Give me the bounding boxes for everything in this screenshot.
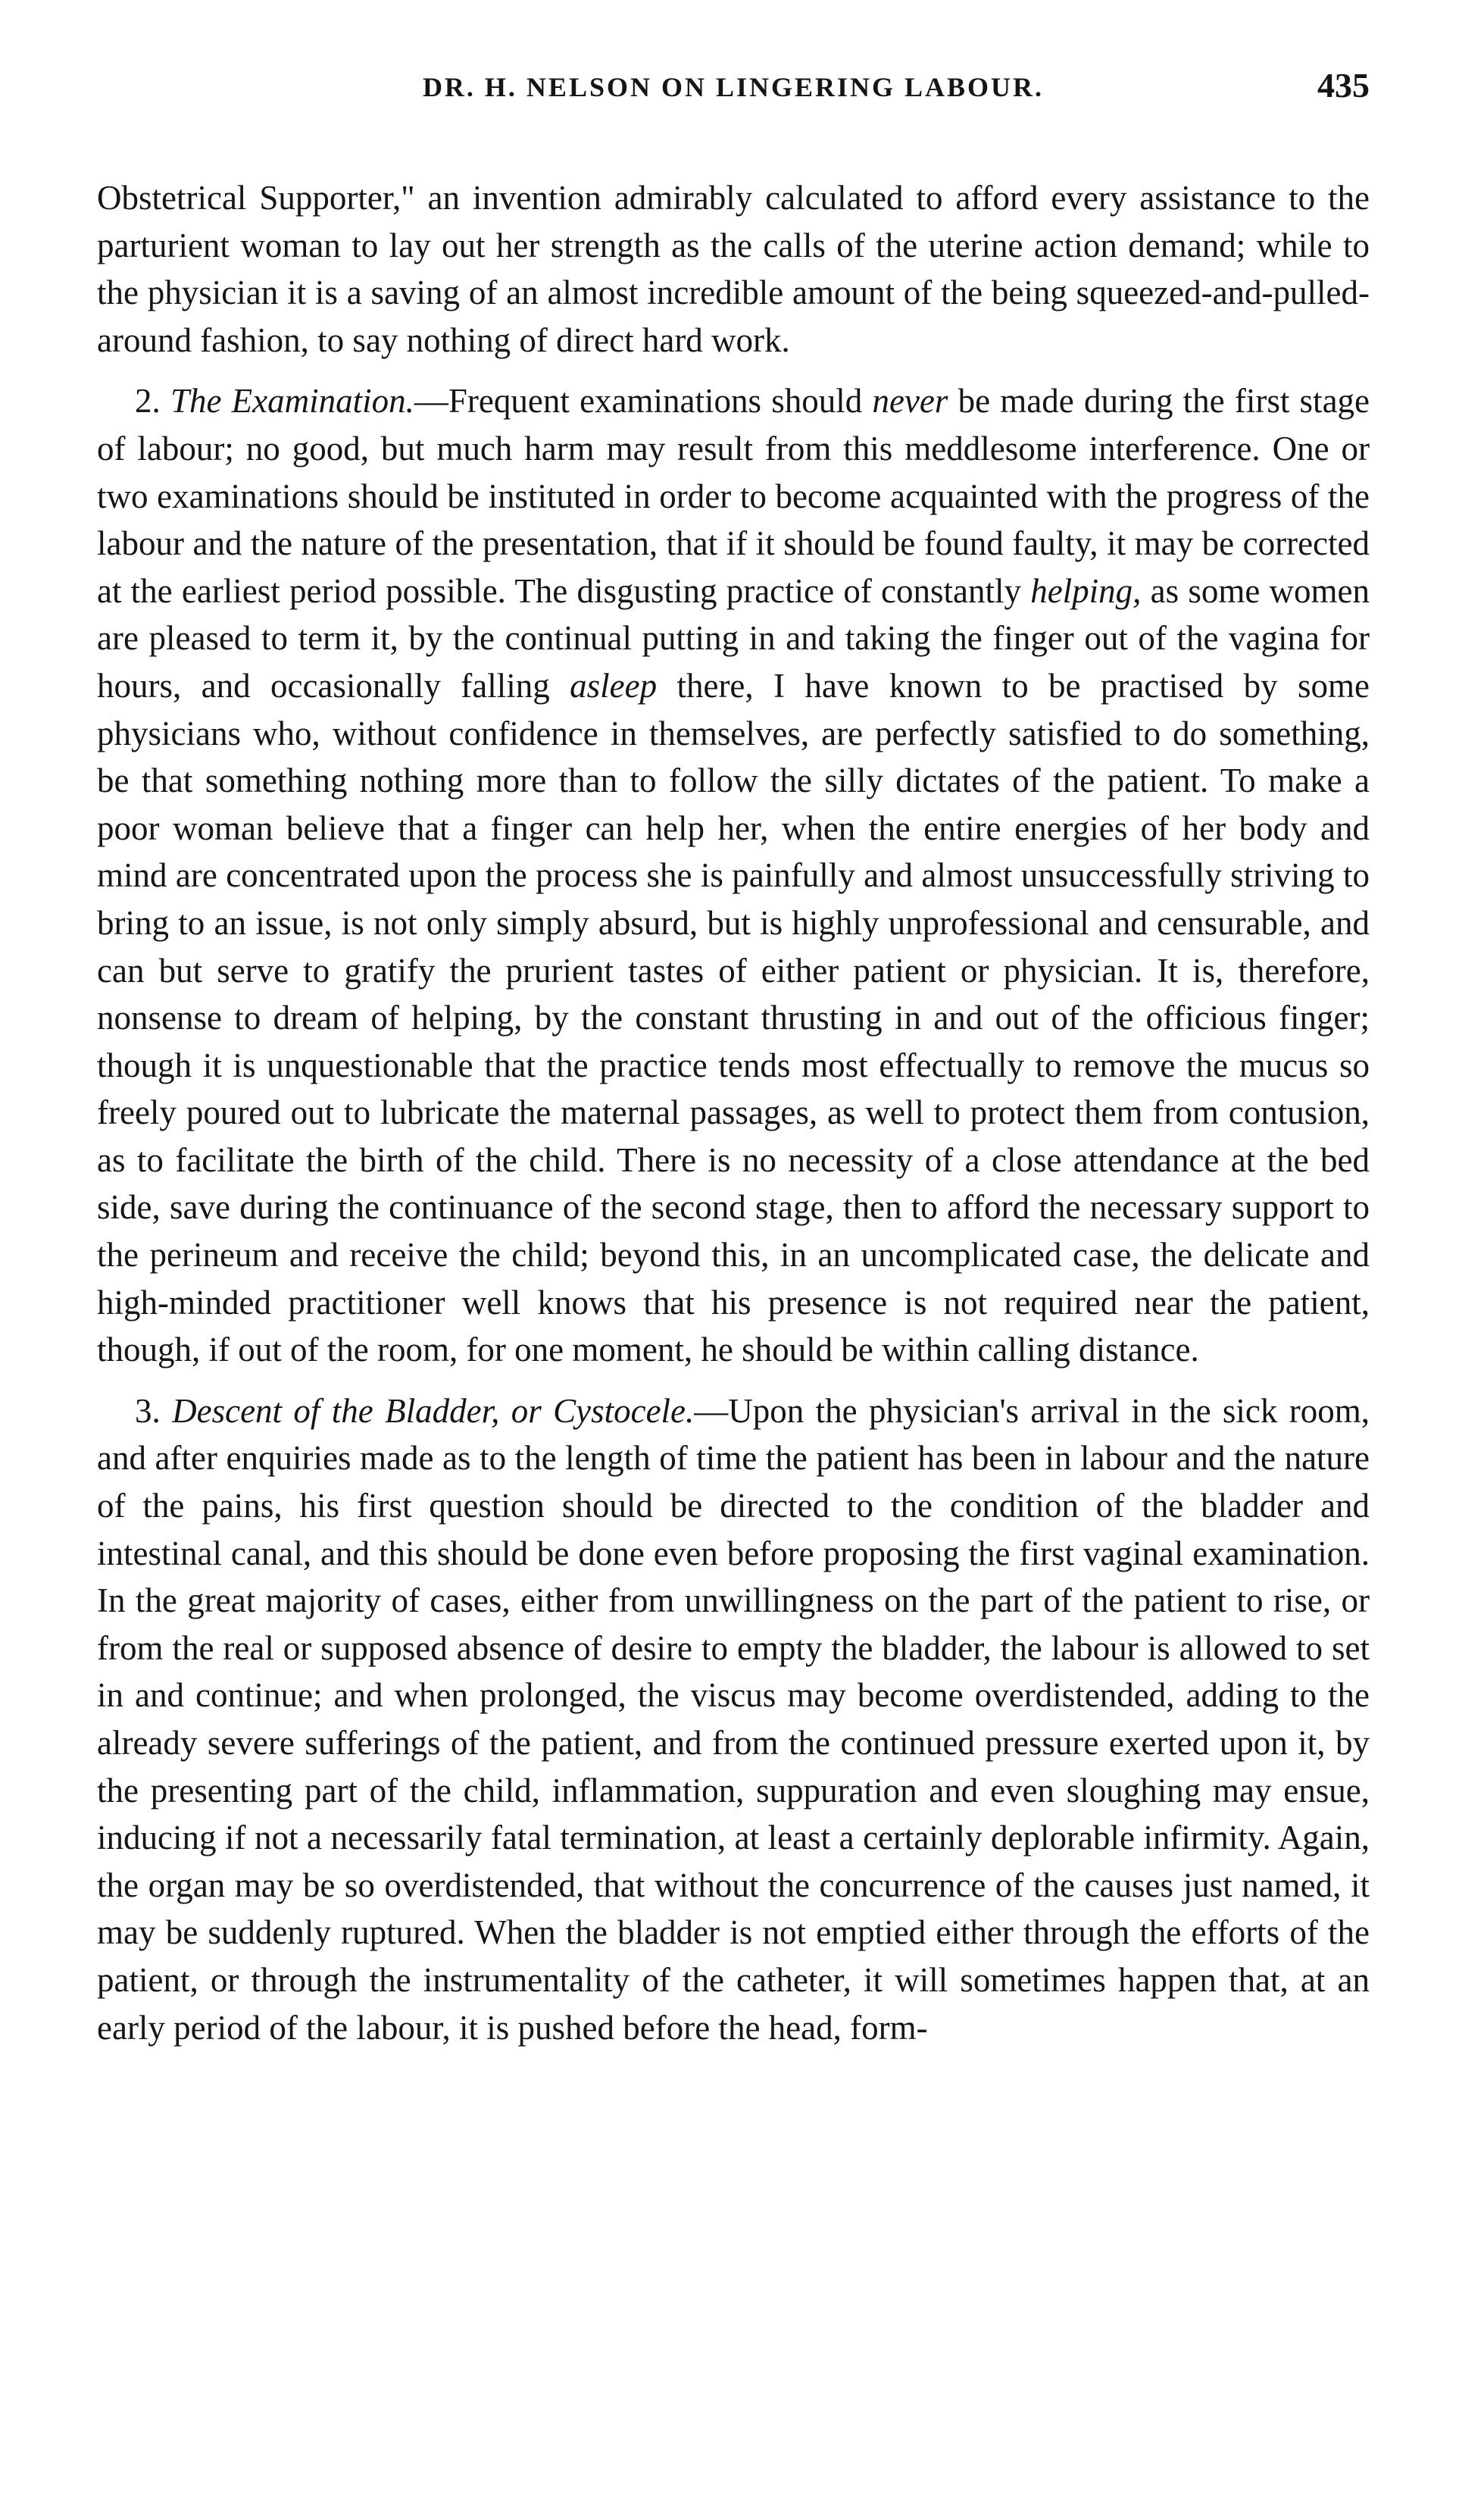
emphasis-text: helping, <box>1030 571 1142 610</box>
paragraph-text: be made during the first stage of labour; no good, but much harm may result from this meddlesome interference. One or two examinations should be instituted in order to become acquainted with the progress of the labour and the nature of the presentation, that if it should be found faulty, it may be corrected at the earliest period possible. The disgusting practice of constantly <box>97 382 1370 610</box>
paragraph-text: as some women are pleased to term it, by the continual putting in and taking the finger out of the vagina for hours, and occasionally falling <box>97 571 1370 705</box>
paragraph-text: there, I have known to be practised by some physicians who, without confidence in themselves, are perfectly satisfied to do something, be that something nothing more than to follow the silly dictates of the patient. To make a poor woman believe that a finger can help her, when the entire energies of her body and mind are concentrated upon the process she is painfully and almost unsuccessfully striving to bring to an issue, is not only simply absurd, but is highly unprofessional and censurable, and can but serve to gratify the prurient tastes of either patient or physician. It is, therefore, nonsense to dream of helping, by the constant thrusting in and out of the officious finger; though it is unquestionable that the practice tends most effectually to remove the mucus so freely poured out to lubricate the maternal passages, as well to protect them from contusion, as to facilitate the birth of the child. There is no necessity of a close attendance at the bed side, save during the continuance of the second stage, then to afford the necessary support to the perineum and receive the child; beyond this, in an uncomplicated case, the delicate and high-minded practitioner well knows that his presence is not required near the patient, though, if out of the room, for one moment, he should be within calling distance. <box>97 666 1370 1369</box>
page-header <box>97 55 1370 111</box>
section-number: 3. <box>135 1391 161 1430</box>
paragraph-examination <box>97 377 1370 1373</box>
paragraph-text: —Frequent examinations should <box>414 382 873 421</box>
paragraph-text: —Upon the physician's arrival in the sick room, and after enquiries made as to the length of time the patient has been in labour and the nature of the pains, his first question should be directed to the condition of the bladder and intestinal canal, and this should be done even before proposing the first vaginal examination. In the great majority of cases, either from unwillingness on the part of the patient to rise, or from the real or supposed absence of desire to empty the bladder, the labour is allowed to set in and continue; and when prolonged, the viscus may become overdistended, adding to the already severe sufferings of the patient, and from the continued pressure exerted upon it, by the presenting part of the child, inflammation, suppuration and even sloughing may ensue, inducing if not a necessarily fatal termination, at least a certainly deplorable infirmity. Again, the organ may be so overdistended, that without the concurrence of the causes just named, it may be suddenly ruptured. When the bladder is not emptied either through the efforts of the patient, or through the instrumentality of the catheter, it will sometimes happen that, at an early period of the labour, it is pushed before the head, form- <box>97 1391 1370 2047</box>
paragraph-continued: Obstetrical Supporter," an invention admirably calculated to afford every assistance to the parturient woman to lay out her strength as the calls of the uterine action demand; while to the physician it is a saving of an almost incredible amount of the being squeezed-and-pulled-around fashion, to say nothing of direct hard work. <box>97 179 1370 359</box>
running-head: DR. H. NELSON ON LINGERING LABOUR. <box>422 72 1045 102</box>
section-title: The Examination. <box>170 382 414 421</box>
section-title: Descent of the Bladder, or Cystocele. <box>172 1391 695 1430</box>
emphasis-text: asleep <box>570 666 658 705</box>
paragraph-cystocele <box>97 1387 1370 2051</box>
emphasis-text: never <box>872 382 948 421</box>
section-number: 2. <box>135 382 161 421</box>
page-number: 435 <box>1317 66 1370 105</box>
page <box>97 55 1370 2051</box>
